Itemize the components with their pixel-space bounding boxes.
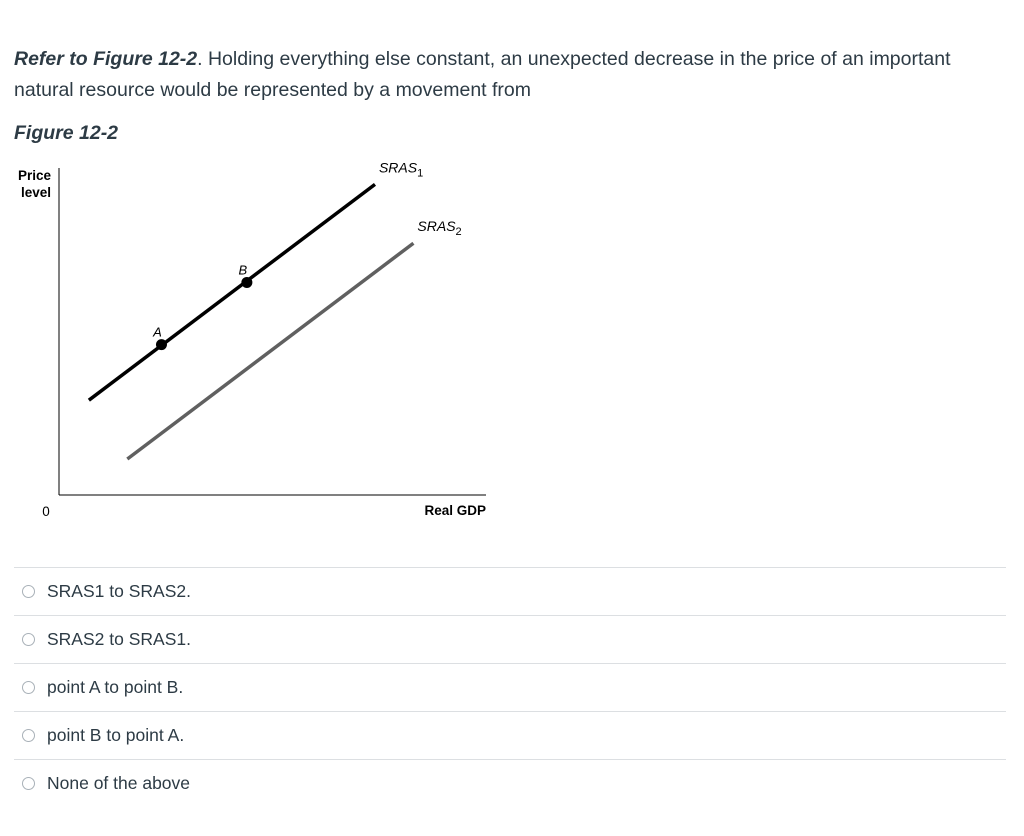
- answer-label[interactable]: SRAS1 to SRAS2.: [47, 581, 191, 601]
- question-body: . Holding everything else constant, an unexpected decrease in the price of an important natural resource would be represented by a movement from: [14, 48, 951, 101]
- radio-button[interactable]: [22, 681, 35, 694]
- answer-option[interactable]: [14, 663, 1006, 711]
- figure-reference: Refer to Figure 12-2: [14, 48, 198, 70]
- series-line-sras2: [127, 243, 413, 459]
- radio-button[interactable]: [22, 633, 35, 646]
- radio-button[interactable]: [22, 585, 35, 598]
- y-axis-label-line1: Price: [17, 168, 51, 183]
- series-label-sras1: $SRAS_1$: [378, 159, 424, 180]
- answer-option[interactable]: [14, 615, 1006, 663]
- answer-label[interactable]: point A to point B.: [47, 677, 184, 697]
- sras-chart: [0, 150, 520, 530]
- series-label-sras2: $SRAS_2$: [417, 218, 462, 239]
- y-axis-label-line2: level: [20, 185, 51, 200]
- answer-label[interactable]: SRAS2 to SRAS1.: [47, 629, 191, 649]
- answer-label[interactable]: None of the above: [47, 773, 191, 793]
- answer-list: [14, 567, 1006, 807]
- radio-button[interactable]: [22, 729, 35, 742]
- answer-option[interactable]: [14, 759, 1006, 807]
- point-label-b: B: [238, 262, 248, 278]
- x-axis-label: Real GDP: [424, 503, 486, 518]
- question-text: [14, 44, 1004, 106]
- answer-option[interactable]: [14, 567, 1006, 615]
- point-b: [241, 277, 252, 288]
- radio-button[interactable]: [22, 777, 35, 790]
- answer-label[interactable]: point B to point A.: [47, 725, 185, 745]
- series-line-sras1: [89, 184, 375, 400]
- answer-option[interactable]: [14, 711, 1006, 759]
- point-label-a: A: [153, 324, 162, 340]
- figure-title: Figure 12-2: [14, 122, 119, 144]
- point-a: [156, 339, 167, 350]
- origin-label: 0: [42, 504, 50, 519]
